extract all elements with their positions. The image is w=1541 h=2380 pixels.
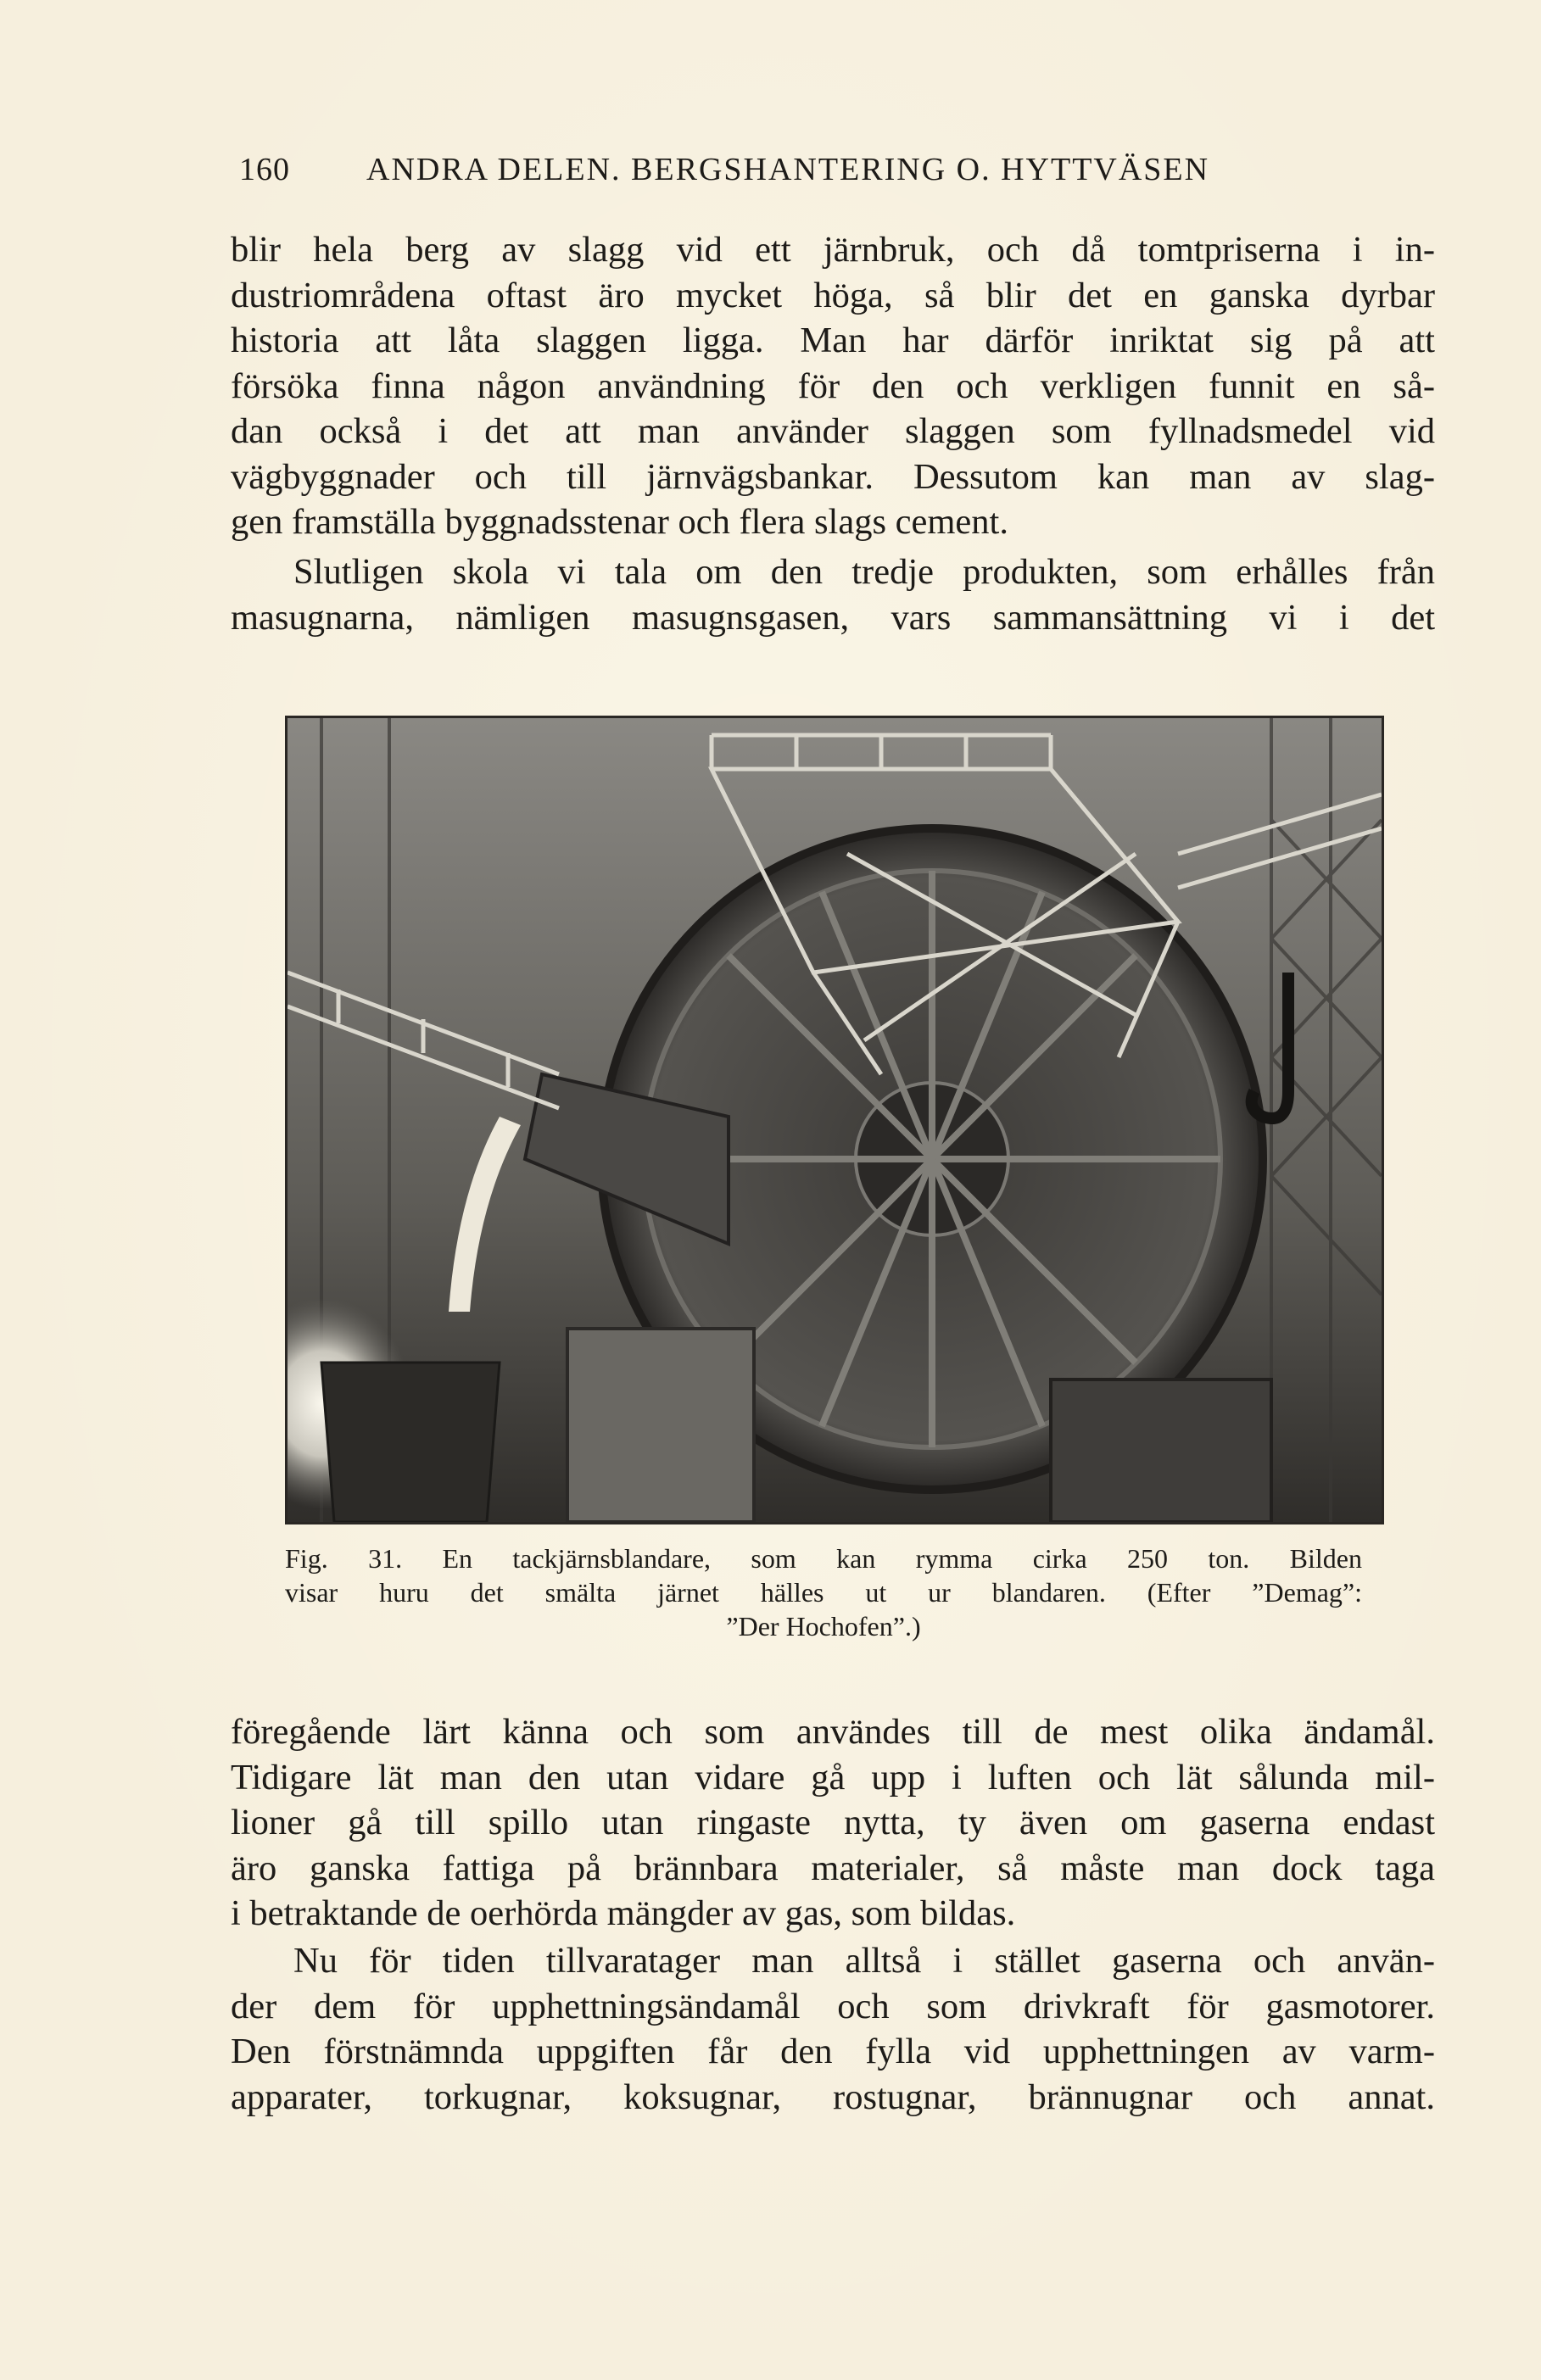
text-line: Slutligen skola vi tala om den tredje produkten, som erhålles från — [293, 552, 1435, 592]
mixer-photograph — [288, 718, 1382, 1522]
text-line: äro ganska fattiga på brännbara materialer, så måste man dock taga — [231, 1848, 1435, 1888]
text-line: masugnarna, nämligen masugnsgasen, vars sammansättning vi i det — [231, 597, 1435, 638]
figure-photograph — [285, 716, 1384, 1524]
text-line: föregående lärt känna och som användes till de mest olika ändamål. — [231, 1712, 1435, 1752]
paragraph-2 — [231, 549, 1435, 640]
running-title: ANDRA DELEN. BERGSHANTERING O. HYTTVÄSEN — [366, 152, 1210, 187]
text-line: dustriområdena oftast äro mycket höga, så blir det en ganska dyrbar — [231, 275, 1435, 315]
text-line: vägbyggnader och till järnvägsbankar. Dessutom kan man av slag- — [231, 456, 1435, 497]
text-line: lioner gå till spillo utan ringaste nytta, ty även om gaserna endast — [231, 1803, 1435, 1842]
caption-line: visar huru det smälta järnet hälles ut ur blandaren. (Efter ”Demag”: — [285, 1577, 1362, 1608]
text-line: försöka finna någon användning för den och verkligen funnit en så- — [231, 365, 1435, 406]
text-line: apparater, torkugnar, koksugnar, rostugnar, brännugnar och annat. — [231, 2076, 1435, 2117]
text-line: Nu för tiden tillvaratager man alltså i stället gaserna och använ- — [293, 1941, 1435, 1981]
text-line: blir hela berg av slagg vid ett järnbruk, och då tomtpriserna i in- — [231, 230, 1435, 270]
text-line: Tidigare lät man den utan vidare gå upp i luften och lät sålunda mil- — [231, 1757, 1435, 1798]
paragraph-4 — [231, 1938, 1435, 2120]
paragraph-1 — [231, 227, 1435, 545]
text-line: historia att låta slaggen ligga. Man har därför inriktat sig på att — [231, 320, 1435, 360]
paragraph-3 — [231, 1709, 1435, 1937]
figure-caption — [285, 1541, 1362, 1643]
text-line: der dem för upphettningsändamål och som drivkraft för gasmotorer. — [231, 1986, 1435, 2026]
caption-line: ”Der Hochofen”.) — [726, 1611, 921, 1641]
text-line: Den förstnämnda uppgiften får den fylla vid upphettningen av varm- — [231, 2032, 1435, 2071]
running-head — [239, 151, 1274, 188]
text-line: dan också i det att man använder slaggen som fyllnadsmedel vid — [231, 411, 1435, 451]
text-line: i betraktande de oerhörda mängder av gas, som bildas. — [231, 1893, 1016, 1933]
text-line: gen framställa byggnadsstenar och flera slags cement. — [231, 502, 1008, 542]
caption-line: Fig. 31. En tackjärnsblandare, som kan rymma cirka 250 ton. Bilden — [285, 1543, 1362, 1574]
page-number: 160 — [239, 152, 290, 187]
